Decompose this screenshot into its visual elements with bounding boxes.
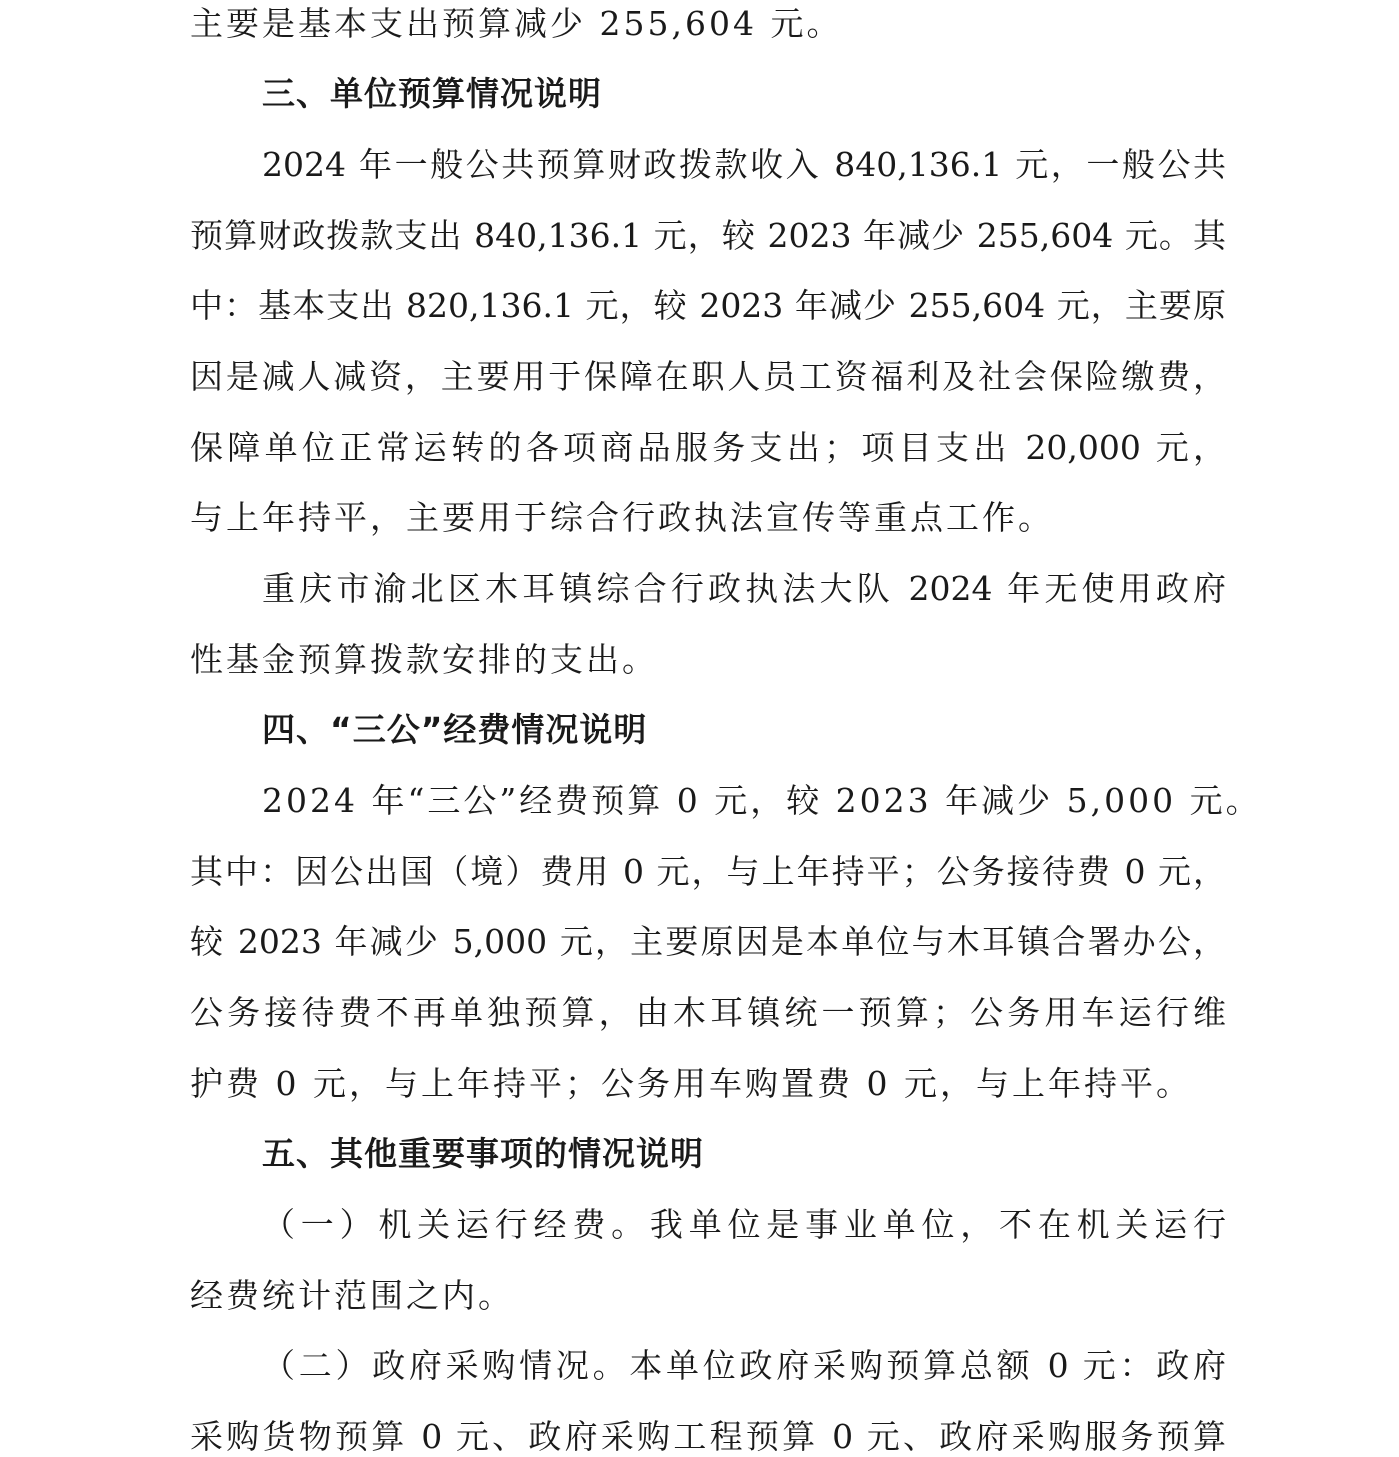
paragraph-line: 重庆市渝北区木耳镇综合行政执法大队 2024 年无使用政府 bbox=[262, 569, 1226, 608]
paragraph-line: 主要是基本支出预算减少 255,604 元。 bbox=[190, 4, 843, 43]
paragraph-line: 2024 年“三公”经费预算 0 元，较 2023 年减少 5,000 元。 bbox=[262, 781, 1262, 820]
paragraph-line: 2024 年一般公共预算财政拨款收入 840,136.1 元，一般公共 bbox=[262, 145, 1226, 184]
section-heading-unit-budget: 三、单位预算情况说明 bbox=[262, 74, 602, 113]
paragraph-line: 公务接待费不再单独预算，由木耳镇统一预算；公务用车运行维 bbox=[190, 993, 1226, 1032]
paragraph-line: 因是减人减资，主要用于保障在职人员工资福利及社会保险缴费， bbox=[190, 357, 1226, 396]
paragraph-line: 预算财政拨款支出 840,136.1 元，较 2023 年减少 255,604 元。其 bbox=[190, 216, 1226, 255]
paragraph-line: 性基金预算拨款安排的支出。 bbox=[190, 640, 658, 679]
paragraph-line: 护费 0 元，与上年持平；公务用车购置费 0 元，与上年持平。 bbox=[190, 1064, 1192, 1103]
section-heading-three-public: 四、“三公”经费情况说明 bbox=[262, 710, 648, 749]
paragraph-line: 其中：因公出国（境）费用 0 元，与上年持平；公务接待费 0 元， bbox=[190, 852, 1226, 891]
paragraph-line: 保障单位正常运转的各项商品服务支出；项目支出 20,000 元， bbox=[190, 428, 1226, 467]
paragraph-line: （二）政府采购情况。本单位政府采购预算总额 0 元：政府 bbox=[262, 1346, 1226, 1385]
paragraph-line: 中：基本支出 820,136.1 元，较 2023 年减少 255,604 元，主要原 bbox=[190, 286, 1226, 325]
paragraph-line: 与上年持平，主要用于综合行政执法宣传等重点工作。 bbox=[190, 498, 1054, 537]
paragraph-line: 采购货物预算 0 元、政府采购工程预算 0 元、政府采购服务预算 bbox=[190, 1417, 1226, 1456]
section-heading-other-matters: 五、其他重要事项的情况说明 bbox=[262, 1134, 704, 1173]
paragraph-line: 经费统计范围之内。 bbox=[190, 1276, 514, 1315]
paragraph-line: 较 2023 年减少 5,000 元，主要原因是本单位与木耳镇合署办公， bbox=[190, 922, 1226, 961]
paragraph-line: （一）机关运行经费。我单位是事业单位，不在机关运行 bbox=[262, 1205, 1226, 1244]
